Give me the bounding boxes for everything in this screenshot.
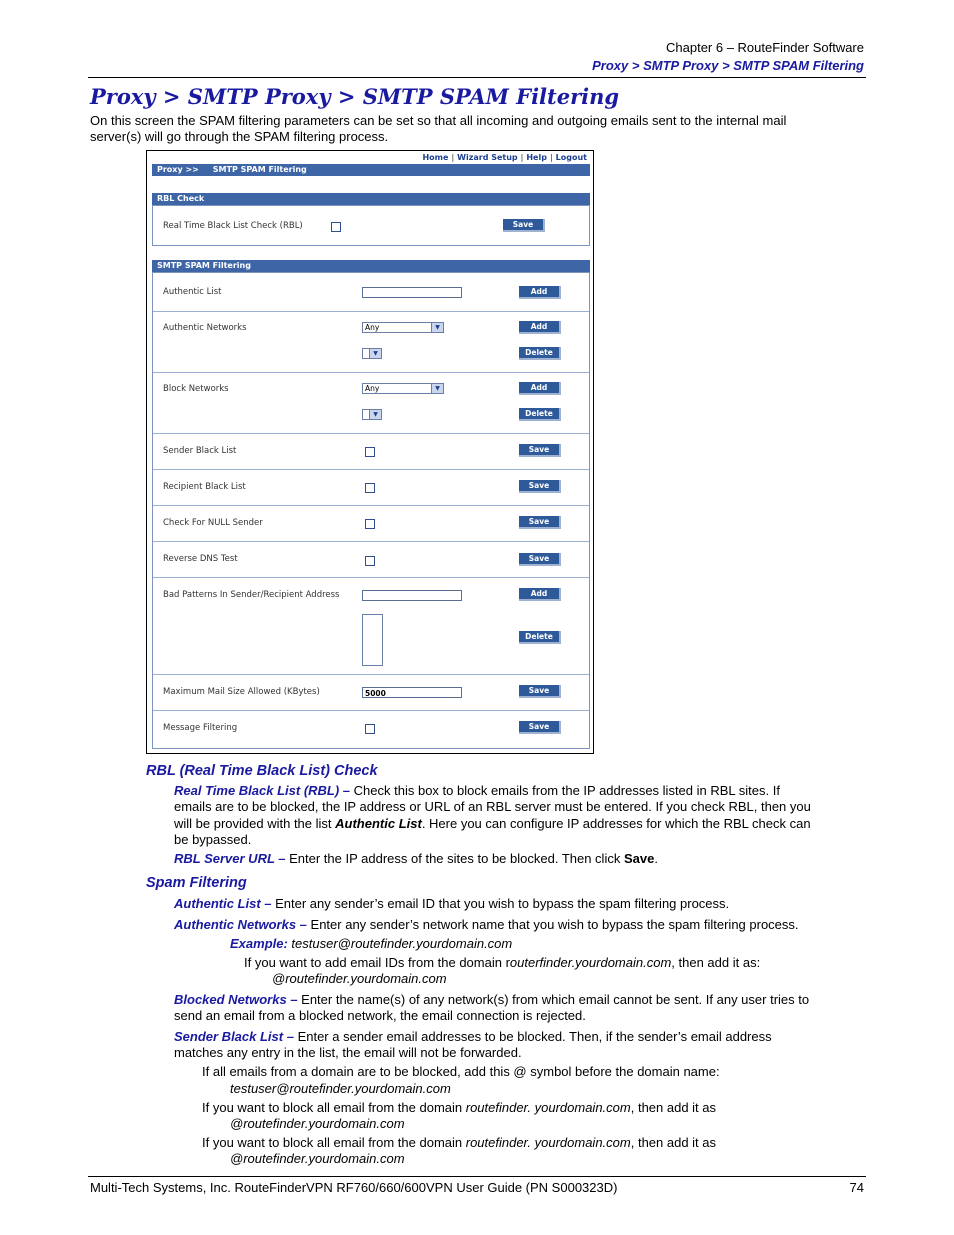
spam-section bbox=[152, 272, 590, 749]
sender-black-list-label: Sender Black List bbox=[163, 446, 237, 456]
recipient-black-list-row bbox=[153, 469, 589, 506]
authentic-networks-delete-button[interactable]: Delete bbox=[519, 347, 561, 360]
max-mail-size-row bbox=[153, 674, 589, 711]
message-filtering-checkbox[interactable] bbox=[365, 724, 375, 734]
max-mail-size-label: Maximum Mail Size Allowed (KBytes) bbox=[163, 687, 320, 697]
reverse-dns-row bbox=[153, 541, 589, 578]
note-3a: If you want to block all email from the domain routefinder. yourdomain.com, then add it as bbox=[202, 1135, 717, 1150]
authentic-networks-label: Authentic Networks bbox=[163, 323, 247, 333]
help-link[interactable]: Help bbox=[526, 153, 547, 162]
authentic-networks-list[interactable] bbox=[362, 348, 382, 359]
sender-black-list-save-button[interactable]: Save bbox=[519, 444, 561, 457]
blocked-networks-line-1: Blocked Networks – Enter the name(s) of any network(s) from which email cannot be sent. If any user tries to bbox=[174, 992, 810, 1007]
chevron-down-icon: ▼ bbox=[431, 323, 443, 332]
note-3b: @routefinder.yourdomain.com bbox=[230, 1151, 405, 1166]
null-sender-save-button[interactable]: Save bbox=[519, 516, 561, 529]
footer-rule bbox=[88, 1176, 866, 1177]
authentic-list-line: Authentic List – Enter any sender’s email ID that you wish to bypass the spam filtering process. bbox=[174, 896, 730, 911]
authentic-networks-line: Authentic Networks – Enter any sender’s network name that you wish to bypass the spam filtering process. bbox=[174, 917, 799, 932]
spam-heading: Spam Filtering bbox=[146, 875, 247, 891]
message-filtering-label: Message Filtering bbox=[163, 723, 238, 733]
max-mail-size-save-button[interactable]: Save bbox=[519, 685, 561, 698]
rbl-label: Real Time Black List Check (RBL) bbox=[163, 221, 303, 231]
chapter-header: Chapter 6 – RouteFinder Software bbox=[666, 40, 864, 55]
rbl-checkbox[interactable] bbox=[331, 222, 341, 232]
authentic-list-label: Authentic List bbox=[163, 287, 222, 297]
null-sender-row bbox=[153, 505, 589, 542]
home-link[interactable]: Home bbox=[422, 153, 449, 162]
note-1b: testuser@routefinder.yourdomain.com bbox=[230, 1081, 451, 1096]
sender-black-list-checkbox[interactable] bbox=[365, 447, 375, 457]
authentic-list-input[interactable] bbox=[362, 287, 462, 298]
authentic-list-add-button[interactable]: Add bbox=[519, 286, 561, 299]
sender-black-list-row bbox=[153, 433, 589, 470]
block-networks-list[interactable] bbox=[362, 409, 382, 420]
message-filtering-save-button[interactable]: Save bbox=[519, 721, 561, 734]
bad-patterns-list[interactable] bbox=[362, 614, 383, 666]
null-sender-checkbox[interactable] bbox=[365, 519, 375, 529]
rbl-line-4: be bypassed. bbox=[174, 832, 252, 847]
block-networks-label: Block Networks bbox=[163, 384, 229, 394]
rbl-save-button[interactable]: Save bbox=[503, 219, 545, 232]
null-sender-label: Check For NULL Sender bbox=[163, 518, 263, 528]
wizard-setup-link[interactable]: Wizard Setup bbox=[457, 153, 518, 162]
sender-black-list-line-2: matches any entry in the list, the email will not be forwarded. bbox=[174, 1045, 522, 1060]
header-rule bbox=[88, 77, 866, 78]
bad-patterns-label: Bad Patterns In Sender/Recipient Address bbox=[163, 590, 340, 600]
chevron-down-icon: ▼ bbox=[369, 410, 381, 419]
rbl-line-3: will be provided with the list Authentic List. Here you can configure IP addresses for which the RBL check can bbox=[174, 816, 811, 831]
block-networks-add-button[interactable]: Add bbox=[519, 382, 561, 395]
rbl-heading: RBL (Real Time Black List) Check bbox=[146, 763, 378, 779]
chevron-down-icon: ▼ bbox=[431, 384, 443, 393]
intro-line-1: On this screen the SPAM filtering parameters can be set so that all incoming and outgoing emails sent to the internal mail bbox=[90, 113, 787, 128]
authentic-networks-row bbox=[153, 311, 589, 372]
note-1a: If all emails from a domain are to be blocked, add this @ symbol before the domain name: bbox=[202, 1064, 720, 1079]
authentic-networks-select[interactable]: Any ▼ bbox=[362, 322, 444, 333]
bad-patterns-delete-button[interactable]: Delete bbox=[519, 631, 561, 644]
reverse-dns-checkbox[interactable] bbox=[365, 556, 375, 566]
breadcrumb-header: Proxy > SMTP Proxy > SMTP SPAM Filtering bbox=[592, 58, 864, 73]
rbl-section bbox=[152, 205, 590, 246]
spam-section-bar bbox=[152, 260, 590, 272]
rbl-line-1: Real Time Black List (RBL) – Check this box to block emails from the IP addresses listed in RBL sites. If bbox=[174, 783, 780, 798]
page-title: Proxy > SMTP Proxy > SMTP SPAM Filtering bbox=[90, 84, 620, 109]
recipient-black-list-checkbox[interactable] bbox=[365, 483, 375, 493]
blocked-networks-line-2: send an email from a blocked network, the email connection is rejected. bbox=[174, 1008, 586, 1023]
rbl-server-line: RBL Server URL – Enter the IP address of the sites to be blocked. Then click Save. bbox=[174, 851, 658, 866]
top-links: Home | Wizard Setup | Help | Logout bbox=[422, 153, 587, 162]
block-networks-row bbox=[153, 372, 589, 433]
example-line: Example: testuser@routefinder.yourdomain.com bbox=[230, 936, 513, 951]
intro-line-2: server(s) will go through the SPAM filtering process. bbox=[90, 129, 389, 144]
rbl-section-title: RBL Check bbox=[157, 194, 205, 203]
spam-section-title: SMTP SPAM Filtering bbox=[157, 261, 251, 270]
screen-title: Proxy >> SMTP SPAM Filtering bbox=[157, 165, 307, 174]
example-line-2: If you want to add email IDs from the domain routerfinder.yourdomain.com, then add it as: bbox=[244, 955, 761, 970]
example-line-3: @routefinder.yourdomain.com bbox=[272, 971, 447, 986]
bad-patterns-input[interactable] bbox=[362, 590, 462, 601]
page-number: 74 bbox=[849, 1180, 864, 1195]
recipient-black-list-label: Recipient Black List bbox=[163, 482, 246, 492]
block-networks-delete-button[interactable]: Delete bbox=[519, 408, 561, 421]
note-2b: @routefinder.yourdomain.com bbox=[230, 1116, 405, 1131]
sender-black-list-line-1: Sender Black List – Enter a sender email addresses to be blocked. Then, if the sender’s email address bbox=[174, 1029, 772, 1044]
reverse-dns-label: Reverse DNS Test bbox=[163, 554, 238, 564]
reverse-dns-save-button[interactable]: Save bbox=[519, 553, 561, 566]
logout-link[interactable]: Logout bbox=[555, 153, 587, 162]
rbl-line-2: emails are to be blocked, the IP address or URL of an RBL server must be entered. If you check RBL, then you bbox=[174, 799, 811, 814]
authentic-networks-add-button[interactable]: Add bbox=[519, 321, 561, 334]
max-mail-size-input[interactable]: 5000 bbox=[362, 687, 462, 698]
smtp-spam-filtering-screenshot bbox=[146, 150, 594, 754]
chevron-down-icon: ▼ bbox=[369, 349, 381, 358]
note-2a: If you want to block all email from the domain routefinder. yourdomain.com, then add it as bbox=[202, 1100, 717, 1115]
message-filtering-row bbox=[153, 710, 589, 749]
block-networks-select[interactable]: Any ▼ bbox=[362, 383, 444, 394]
recipient-black-list-save-button[interactable]: Save bbox=[519, 480, 561, 493]
authentic-list-row bbox=[153, 273, 589, 311]
bad-patterns-row bbox=[153, 577, 589, 675]
bad-patterns-add-button[interactable]: Add bbox=[519, 588, 561, 601]
footer-text: Multi-Tech Systems, Inc. RouteFinderVPN RF760/660/600VPN User Guide (PN S000323D) bbox=[90, 1180, 618, 1195]
rbl-section-bar bbox=[152, 193, 590, 205]
screen-title-bar bbox=[152, 164, 590, 176]
